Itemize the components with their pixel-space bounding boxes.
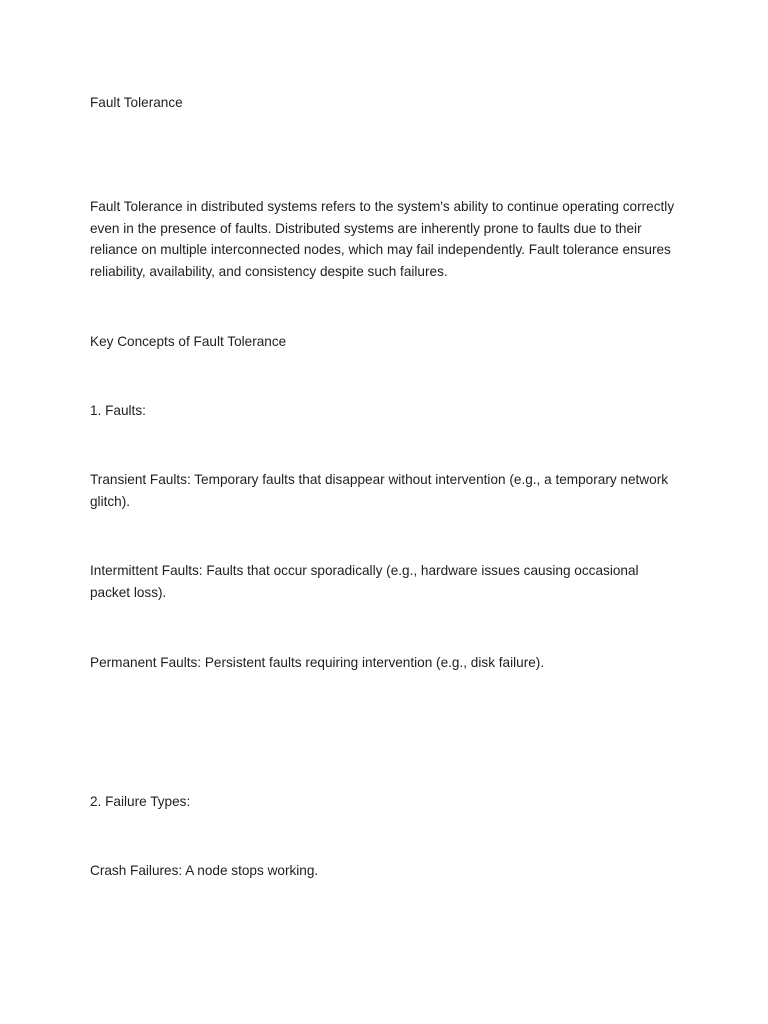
intermittent-faults-paragraph: Intermittent Faults: Faults that occur sporadically (e.g., hardware issues causing occasional packet loss). bbox=[90, 563, 639, 600]
document-title: Fault Tolerance bbox=[90, 95, 183, 110]
failure-types-heading: 2. Failure Types: bbox=[90, 794, 191, 809]
faults-heading: 1. Faults: bbox=[90, 403, 146, 418]
intro-paragraph: Fault Tolerance in distributed systems refers to the system's ability to continue operating correctly even in the presence of faults. Distributed systems are inherently prone to faults due to their reliance on multiple interconnected nodes, which may fail independently. Fault tolerance ensures reliability, availability, and consistency despite such failures. bbox=[90, 199, 675, 279]
permanent-faults-paragraph: Permanent Faults: Persistent faults requiring intervention (e.g., disk failure). bbox=[90, 655, 545, 670]
crash-failures-paragraph: Crash Failures: A node stops working. bbox=[90, 863, 319, 878]
transient-faults-paragraph: Transient Faults: Temporary faults that disappear without intervention (e.g., a temporary network glitch). bbox=[90, 472, 669, 509]
key-concepts-heading: Key Concepts of Fault Tolerance bbox=[90, 334, 287, 349]
